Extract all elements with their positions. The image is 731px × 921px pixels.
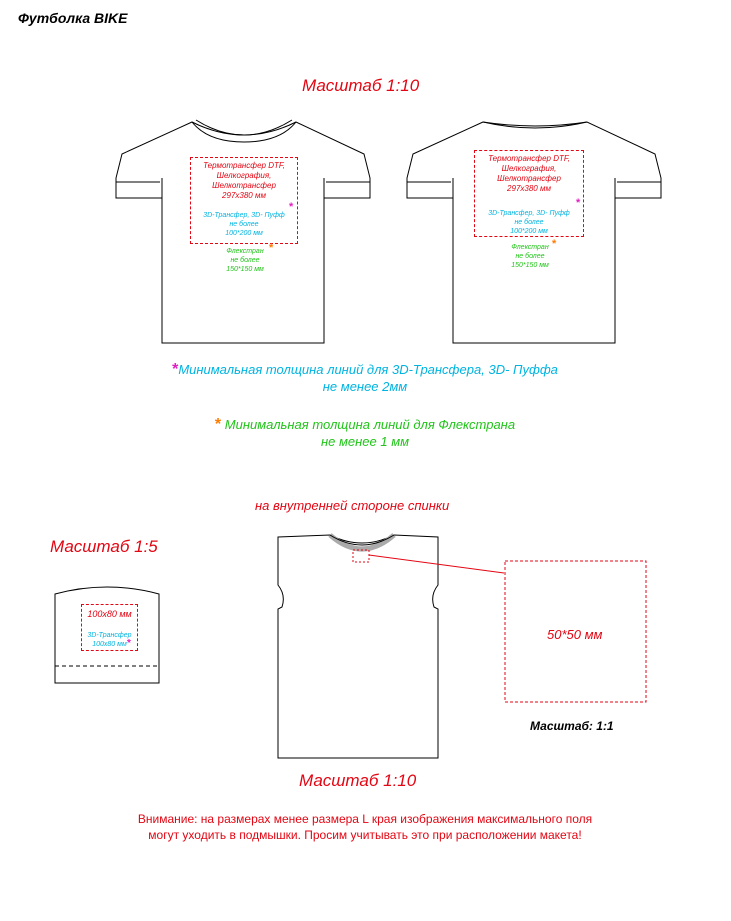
note-puff-star: *	[172, 361, 179, 378]
scale-label-patch: Масштаб: 1:1	[530, 719, 614, 733]
front-puff-star: *	[289, 201, 294, 213]
sleeve-zone1-size: 100х80 мм	[87, 609, 132, 619]
inside-back-label: на внутренней стороне спинки	[255, 498, 450, 513]
sleeve-zone2-label: 3D-Трансфер 100х80 мм	[87, 632, 132, 648]
scale-sleeve: Масштаб 1:5	[50, 537, 158, 556]
note-flex: * Минимальная толщина линий для Флекстрана не менее 1 мм	[214, 416, 516, 449]
back-flex-label: Флекстран не более 150*150 мм	[511, 244, 549, 269]
scale-main-bottom: Масштаб 1:10	[299, 771, 417, 790]
sleeve-puff-star: *	[127, 638, 131, 649]
back-zone2-label: 3D-Трансфер, 3D- Пуфф не более 100*200 мм	[488, 210, 570, 235]
back-zone1-label: Термотрансфер DTF, Шелкография, Шелкотрансфер 297х380 мм	[488, 154, 570, 193]
label-patch-size: 50*50 мм	[547, 627, 603, 642]
scale-main-top: Масштаб 1:10	[302, 76, 420, 95]
front-flex-star: *	[269, 242, 274, 254]
front-flex-label: Флекстран не более 150*150 мм	[226, 248, 264, 273]
front-zone2-label: 3D-Трансфер, 3D- Пуфф не более 100*200 мм	[203, 212, 285, 237]
note-flex-star: *	[214, 416, 222, 433]
front-zone1-label: Термотрансфер DTF, Шелкография, Шелкотрансфер 297х380 мм	[203, 161, 285, 200]
back-flex-star: *	[552, 238, 557, 250]
note-puff: *Минимальная толщина линий для 3D-Трансфера, 3D- Пуффа не менее 2мм	[172, 361, 558, 394]
warning-text: Внимание: на размерах менее размера L края изображения максимального поля могут уходить в подмышки. Просим учитывать это при расположении макета!	[137, 812, 593, 842]
page-title: Футболка BIKE	[18, 10, 128, 26]
back-puff-star: *	[576, 197, 581, 209]
